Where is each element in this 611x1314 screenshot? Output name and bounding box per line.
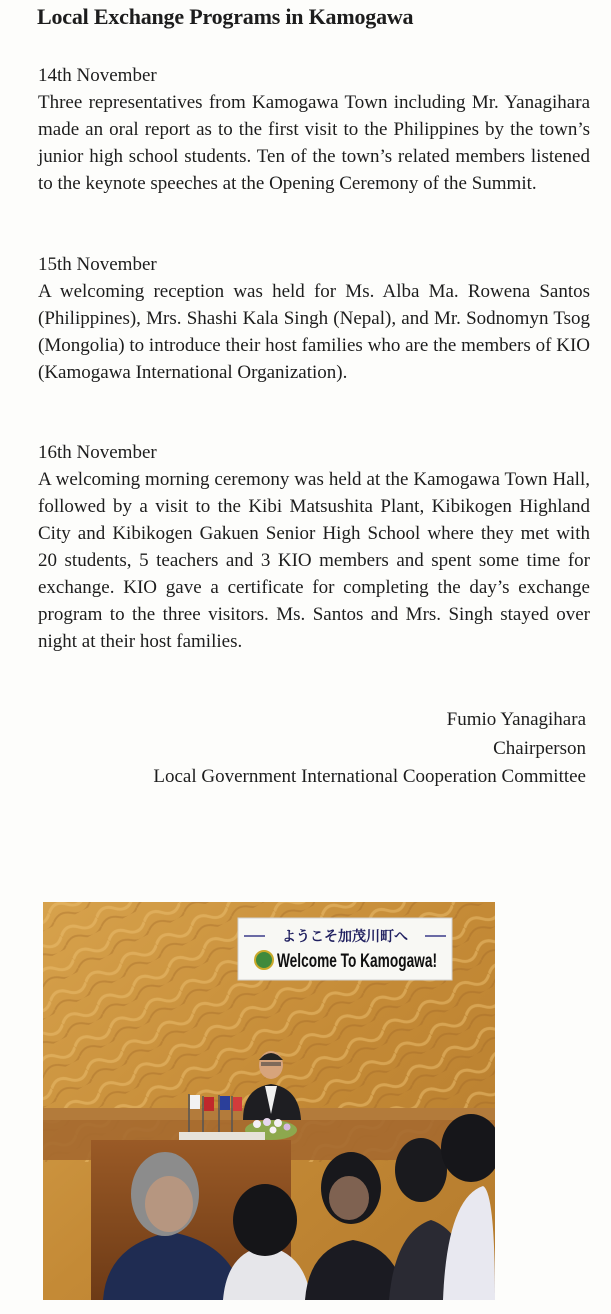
- ceremony-photo: [43, 902, 495, 1300]
- section-14th-november: [38, 62, 590, 197]
- page-title: Local Exchange Programs in Kamogawa: [37, 4, 414, 29]
- section-date: 15th November: [38, 254, 157, 275]
- section-date: 14th November: [38, 65, 157, 86]
- signature-role: Chairperson: [493, 737, 586, 759]
- section-body: Three representatives from Kamogawa Town including Mr. Yanagihara made an oral report as to the first visit to the Philippines by the town’s junior high school students. Ten of the town’s related members listened to the keynote speeches at the Opening Ceremony of the Summit.: [38, 92, 590, 194]
- signature-block: [153, 706, 586, 792]
- signature-name: Fumio Yanagihara: [446, 709, 586, 730]
- welcome-banner: [238, 918, 452, 980]
- section-body: A welcoming morning ceremony was held at the Kamogawa Town Hall, followed by a visit to the Kibi Matsushita Plant, Kibikogen Highland City and Kibikogen Gakuen Senior High School where they met with 20 students, 5 teachers and 3 KIO members and spent some time for exchange. KIO gave a certificate for completing the day’s exchange program to the three visitors. Ms. Santos and Mrs. Singh stayed over night at their host families.: [38, 469, 590, 652]
- banner-english-text: Welcome To Kamogawa!: [277, 951, 437, 972]
- town-logo-icon: [255, 951, 273, 969]
- section-15th-november: [38, 251, 590, 386]
- signature-org: Local Government International Cooperation Committee: [153, 766, 586, 787]
- section-body: A welcoming reception was held for Ms. Alba Ma. Rowena Santos (Philippines), Mrs. Shashi Kala Singh (Nepal), and Mr. Sodnomyn Tsog (Mongolia) to introduce their host families who are the members of KIO (Kamogawa International Organization).: [38, 281, 590, 383]
- section-date: 16th November: [38, 442, 157, 463]
- section-16th-november: [38, 439, 590, 655]
- banner-japanese-text: ようこそ加茂川町へ: [282, 928, 408, 944]
- ceremony-photo-illustration: [43, 902, 495, 1300]
